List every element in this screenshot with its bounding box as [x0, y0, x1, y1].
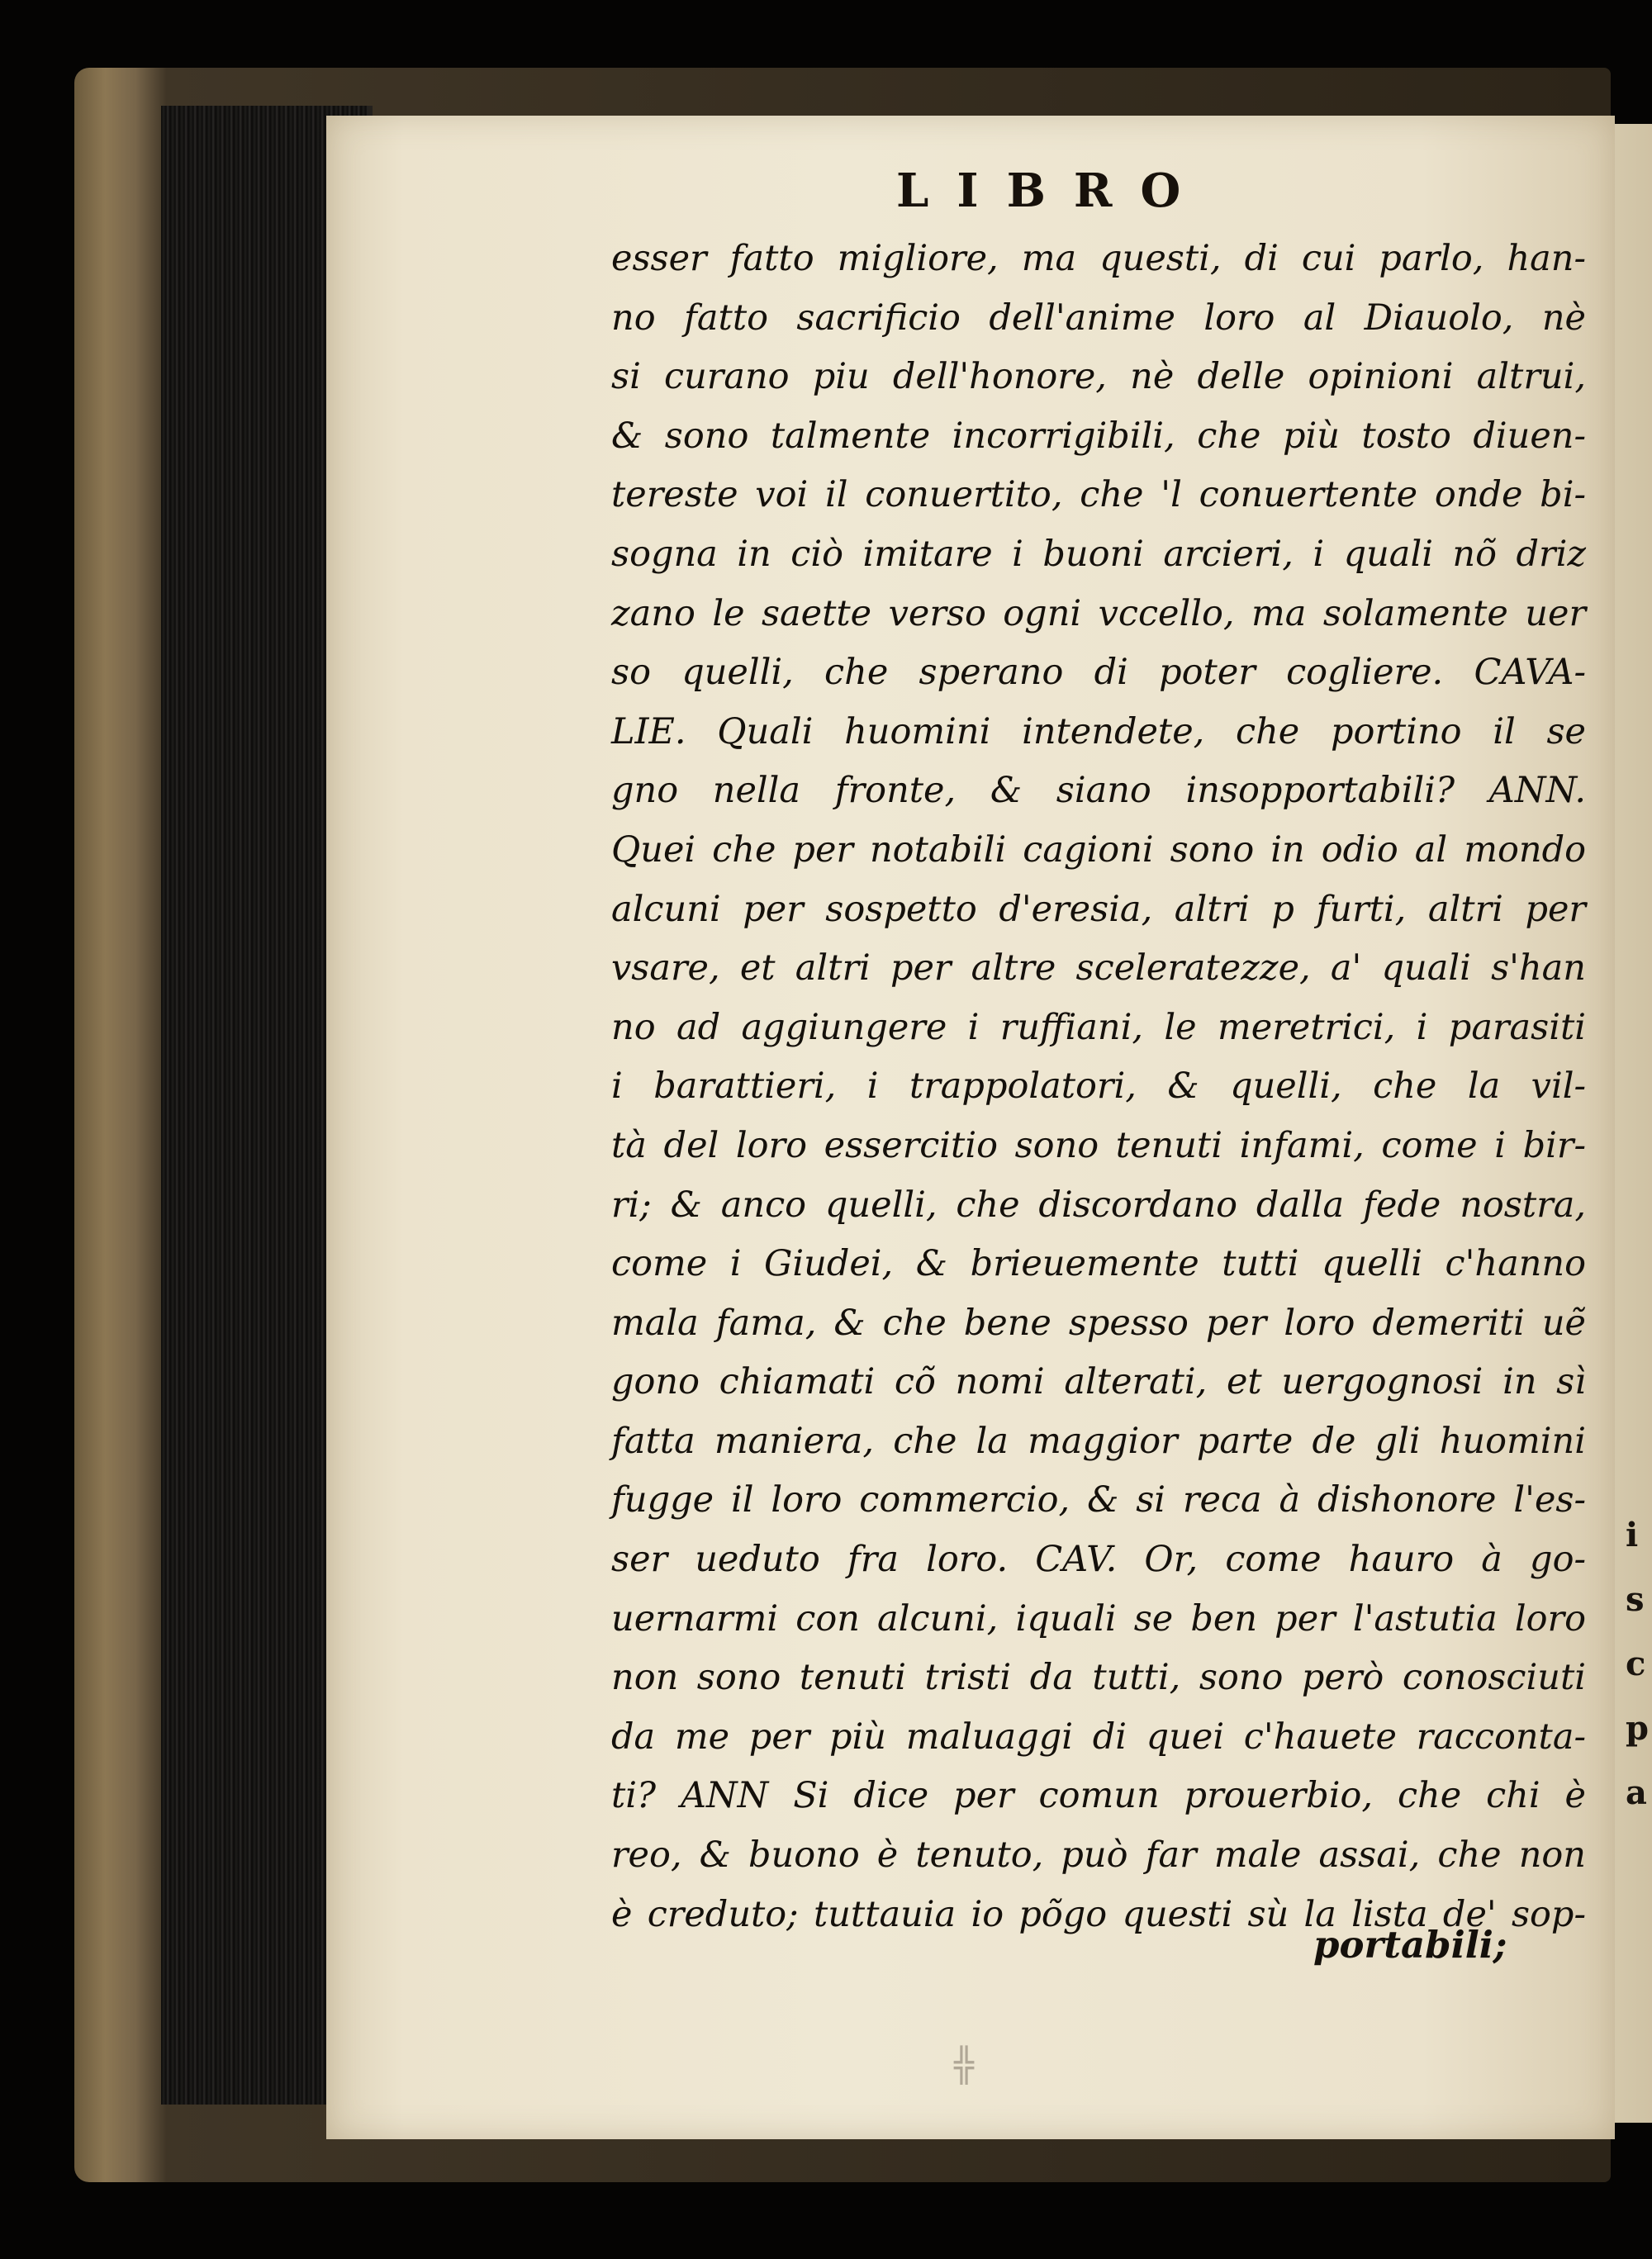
text-line: alcuni per sospetto d'eresia, altri p furti, altri per [611, 888, 1586, 930]
text-line: vsare, et altri per altre sceleratezze, a' quali s'han [611, 947, 1586, 989]
text-line: uernarmi con alcuni, iquali se ben per l'astutia loro [611, 1597, 1586, 1640]
text-line: fatta maniera, che la maggior parte de gli huomini [611, 1420, 1586, 1462]
text-line: LIE. Quali huomini intendete, che portino il se [611, 710, 1586, 752]
text-line: gono chiamati cõ nomi alterati, et uergognosi in sì [611, 1361, 1586, 1403]
text-line: reo, & buono è tenuto, può far male assai, che non [611, 1834, 1586, 1877]
text-line: mala fama, & che bene spesso per loro demeriti uẽ [611, 1302, 1586, 1344]
text-line: come i Giudei, & brieuemente tutti quelli c'hanno [611, 1243, 1586, 1285]
text-line: tà del loro essercitio sono tenuti infami, come i bir- [611, 1124, 1586, 1166]
book-page [326, 116, 1615, 2139]
text-block [611, 230, 1586, 1944]
text-line: ti? ANN Si dice per comun prouerbio, che chi è [611, 1775, 1586, 1817]
text-line: ser ueduto fra loro. CAV. Or, come hauro à go- [611, 1539, 1586, 1581]
text-line: si curano piu dell'honore, nè delle opinioni altrui, [611, 356, 1586, 398]
text-line: ri; & anco quelli, che discordano dalla fede nostra, [611, 1184, 1586, 1226]
text-line: Quei che per notabili cagioni sono in odio al mondo [611, 828, 1586, 871]
text-line: & sono talmente incorrigibili, che più tosto diuen- [611, 415, 1586, 457]
text-line: è creduto; tuttauia io põgo questi sù la lista de' sop- [611, 1893, 1586, 1935]
running-head: LIBRO [896, 164, 1209, 218]
text-line: esser fatto migliore, ma questi, di cui parlo, han- [611, 238, 1586, 279]
text-line: i barattieri, i trappolatori, & quelli, che la vil- [611, 1065, 1586, 1108]
ink-smudge: ╬ [954, 2047, 975, 2085]
text-line: no fatto sacrificio dell'anime loro al Diauolo, nè [611, 297, 1586, 339]
text-line: da me per più maluaggi di quei c'hauete racconta- [611, 1716, 1586, 1758]
facing-page-glimpse: i s c p a [1626, 1516, 1649, 1812]
text-line: fugge il loro commercio, & si reca à dishonore l'es- [611, 1479, 1586, 1521]
text-line: sogna in ciò imitare i buoni arcieri, i quali nõ driz [611, 533, 1586, 575]
text-line: so quelli, che sperano di poter cogliere. CAVA- [611, 652, 1586, 694]
catchword: portabili; [1313, 1923, 1507, 1967]
text-line: gno nella fronte, & siano insopportabili? ANN. [611, 770, 1586, 812]
text-line: no ad aggiungere i ruffiani, le meretrici, i parasiti [611, 1006, 1586, 1048]
text-line: zano le saette verso ogni vccello, ma solamente uer [611, 592, 1586, 634]
text-line: non sono tenuti tristi da tutti, sono però conosciuti [611, 1657, 1586, 1699]
text-line: tereste voi il conuertito, che 'l conuertente onde bi- [611, 474, 1586, 516]
